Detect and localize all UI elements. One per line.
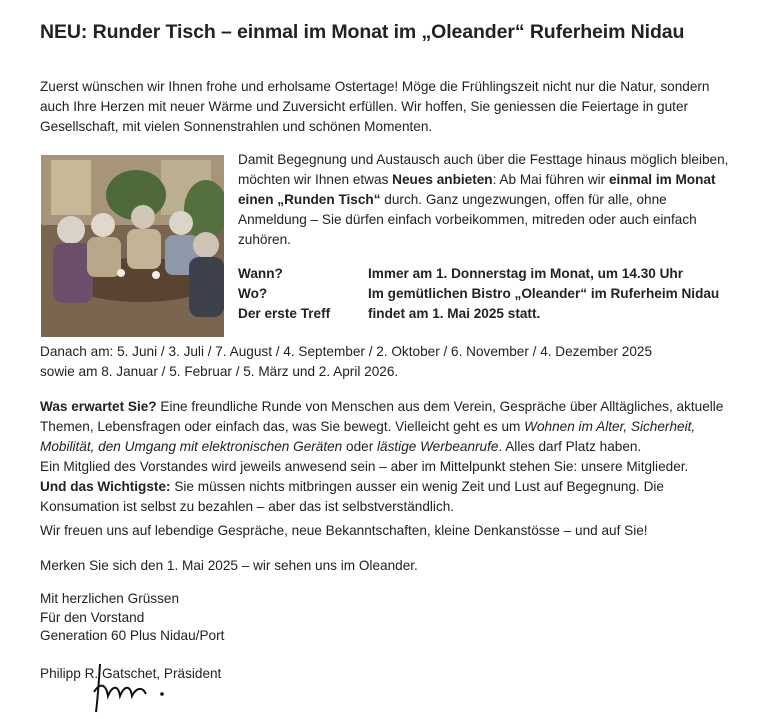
page-title: NEU: Runder Tisch – einmal im Monat im „Oleander“ Ruferheim Nidau: [40, 21, 685, 43]
handwritten-signature: [86, 662, 196, 719]
announcement-text-2: : Ab Mai führen wir: [492, 172, 609, 187]
expectation-italic-1: Wohnen im Alter, Sicherheit, Mobilität, den Umgang mit elektronischen Geräten: [40, 419, 696, 454]
intro-paragraph: Zuerst wünschen wir Ihnen frohe und erholsame Ostertage! Möge die Frühlingszeit nicht nur die Natur, sondern auch Ihre Herzen mit neuer Wärme und Zuversicht erfüllen. Wir hoffen, Sie geniessen die Feiertage in guter Gesellschaft, mit vielen Sonnenstrahlen und schönen Momenten.: [40, 79, 710, 134]
announcement-text-3: durch. Ganz ungezwungen, offen für alle, ohne Anmeldung – Sie dürfen einfach vorbeikommen, mitreden oder auch einfach zuhören.: [238, 192, 697, 247]
expectation-text-1: Eine freundliche Runde von Menschen aus dem Verein, Gespräche über Alltägliches, aktuelle Themen, Lebensfragen oder einfach das, was Sie bewegt. Vielleicht geht es um: [40, 399, 724, 434]
expectation-text-3: . Alles darf Platz haben.: [498, 439, 642, 454]
announcement-paragraph: [238, 150, 738, 250]
expectation-heading: Was erwartet Sie?: [40, 399, 157, 414]
board-member-line: Ein Mitglied des Vorstandes wird jeweils anwesend sein – aber im Mittelpunkt stehen Sie: unsere Mitglieder.: [40, 459, 689, 474]
invite-line: Wir freuen uns auf lebendige Gespräche, neue Bekanntschaften, kleine Denkanstösse – und auf Sie!: [40, 523, 648, 538]
announcement-bold-2: einmal im Monat einen „Runden Tisch“: [238, 172, 716, 207]
expectation-paragraph: [40, 397, 730, 517]
expectation-main: [40, 397, 730, 457]
remember-line: Merken Sie sich den 1. Mai 2025 – wir sehen uns im Oleander.: [40, 558, 418, 573]
dates-paragraph: [40, 342, 740, 382]
important-note: [40, 477, 730, 517]
dates-line-2: sowie am 8. Januar / 5. Februar / 5. März und 2. April 2026.: [40, 364, 399, 379]
closing-organization: Generation 60 Plus Nidau/Port: [40, 628, 225, 643]
group-photo: [41, 155, 224, 337]
expectation-text-2: oder: [342, 439, 378, 454]
info-value-first: findet am 1. Mai 2025 statt.: [368, 306, 541, 321]
seniors-at-table-illustration: [41, 155, 224, 337]
info-value-where: Im gemütlichen Bistro „Oleander“ im Ruferheim Nidau: [368, 286, 720, 301]
announcement-bold-1: Neues anbieten: [392, 172, 493, 187]
info-label-where: Wo?: [238, 286, 268, 301]
closing-for-board: Für den Vorstand: [40, 609, 145, 625]
closing-block: [40, 590, 224, 646]
important-heading: Und das Wichtigste:: [40, 479, 171, 494]
dates-line-1: Danach am: 5. Juni / 3. Juli / 7. August / 4. September / 2. Oktober / 6. November / 4. Dezember 2025: [40, 344, 653, 359]
signature-name: Philipp R. Gatschet, Präsident: [40, 666, 222, 681]
important-text: Sie müssen nichts mitbringen ausser ein wenig Zeit und Lust auf Begegnung. Die Konsumation ist selbst zu bezahlen – aber das ist selbstverständlich.: [40, 479, 664, 514]
info-value-when: Immer am 1. Donnerstag im Monat, um 14.30 Uhr: [368, 266, 684, 281]
announcement-text-1: Damit Begegnung und Austausch auch über die Festtage hinaus möglich bleiben, möchten wir Ihnen etwas: [238, 152, 729, 187]
info-label-when: Wann?: [238, 266, 283, 281]
info-label-first: Der erste Treff: [238, 306, 331, 321]
expectation-italic-2: lästige Werbeanrufe: [377, 439, 499, 454]
closing-greeting: Mit herzlichen Grüssen: [40, 591, 180, 606]
